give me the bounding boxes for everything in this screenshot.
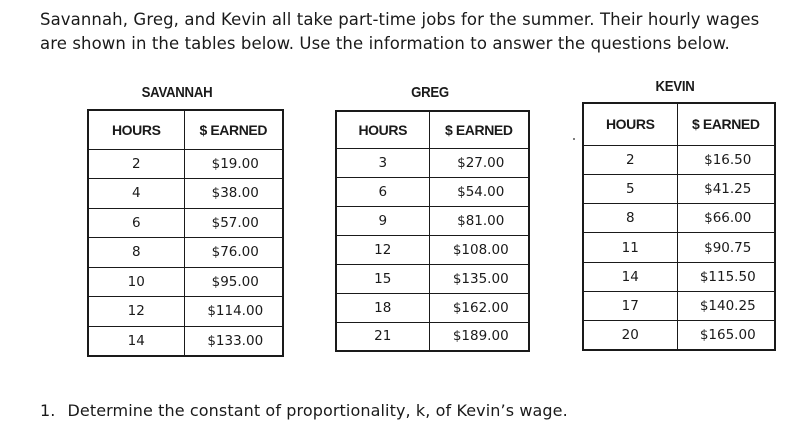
hours-cell: 14 bbox=[88, 326, 184, 356]
hours-cell: 3 bbox=[336, 148, 429, 177]
hours-cell: 6 bbox=[336, 177, 429, 206]
kevin-hours-header: HOURS bbox=[583, 103, 677, 145]
earned-cell: $165.00 bbox=[677, 321, 775, 350]
table-row bbox=[583, 262, 775, 291]
table-row bbox=[336, 293, 529, 322]
kevin-title: KEVIN bbox=[655, 78, 695, 95]
greg-header-row bbox=[336, 111, 529, 148]
hours-cell: 6 bbox=[88, 208, 184, 238]
table-row bbox=[583, 321, 775, 350]
earned-cell: $114.00 bbox=[184, 297, 283, 327]
intro-line-2: are shown in the tables below. Use the information to answer the questions below. bbox=[40, 34, 730, 53]
question-text: Determine the constant of proportionality, k, of Kevin’s wage. bbox=[67, 401, 568, 420]
stray-mark bbox=[573, 138, 575, 140]
table-row bbox=[88, 297, 283, 327]
table-row bbox=[583, 204, 775, 233]
hours-cell: 2 bbox=[583, 145, 677, 174]
earned-cell: $66.00 bbox=[677, 204, 775, 233]
savannah-earned-header: $ EARNED bbox=[184, 110, 283, 149]
earned-cell: $140.25 bbox=[677, 291, 775, 320]
hours-cell: 9 bbox=[336, 206, 429, 235]
savannah-table bbox=[87, 109, 284, 357]
question-1 bbox=[40, 401, 568, 420]
intro-text bbox=[40, 8, 800, 56]
savannah-header-row bbox=[88, 110, 283, 149]
earned-cell: $90.75 bbox=[677, 233, 775, 262]
hours-cell: 12 bbox=[336, 235, 429, 264]
table-row bbox=[336, 322, 529, 351]
kevin-earned-header: $ EARNED bbox=[677, 103, 775, 145]
kevin-table bbox=[582, 102, 776, 351]
table-row bbox=[88, 149, 283, 179]
earned-cell: $81.00 bbox=[429, 206, 529, 235]
hours-cell: 14 bbox=[583, 262, 677, 291]
earned-cell: $189.00 bbox=[429, 322, 529, 351]
hours-cell: 18 bbox=[336, 293, 429, 322]
hours-cell: 5 bbox=[583, 174, 677, 203]
savannah-hours-header: HOURS bbox=[88, 110, 184, 149]
earned-cell: $41.25 bbox=[677, 174, 775, 203]
earned-cell: $95.00 bbox=[184, 267, 283, 297]
hours-cell: 15 bbox=[336, 264, 429, 293]
earned-cell: $27.00 bbox=[429, 148, 529, 177]
greg-title: GREG bbox=[411, 84, 449, 101]
earned-cell: $54.00 bbox=[429, 177, 529, 206]
earned-cell: $57.00 bbox=[184, 208, 283, 238]
table-row bbox=[583, 233, 775, 262]
hours-cell: 4 bbox=[88, 179, 184, 209]
table-row bbox=[336, 264, 529, 293]
earned-cell: $38.00 bbox=[184, 179, 283, 209]
hours-cell: 21 bbox=[336, 322, 429, 351]
table-row bbox=[88, 238, 283, 268]
greg-table bbox=[335, 110, 530, 352]
earned-cell: $16.50 bbox=[677, 145, 775, 174]
hours-cell: 11 bbox=[583, 233, 677, 262]
earned-cell: $135.00 bbox=[429, 264, 529, 293]
earned-cell: $108.00 bbox=[429, 235, 529, 264]
earned-cell: $162.00 bbox=[429, 293, 529, 322]
table-row bbox=[336, 177, 529, 206]
intro-line-1: Savannah, Greg, and Kevin all take part-time jobs for the summer. Their hourly wages bbox=[40, 10, 760, 29]
earned-cell: $76.00 bbox=[184, 238, 283, 268]
table-row bbox=[88, 326, 283, 356]
hours-cell: 8 bbox=[583, 204, 677, 233]
earned-cell: $115.50 bbox=[677, 262, 775, 291]
kevin-header-row bbox=[583, 103, 775, 145]
question-number: 1. bbox=[40, 401, 56, 420]
hours-cell: 17 bbox=[583, 291, 677, 320]
savannah-title: SAVANNAH bbox=[141, 84, 213, 101]
hours-cell: 8 bbox=[88, 238, 184, 268]
greg-earned-header: $ EARNED bbox=[429, 111, 529, 148]
table-row bbox=[88, 208, 283, 238]
table-row bbox=[336, 206, 529, 235]
hours-cell: 2 bbox=[88, 149, 184, 179]
earned-cell: $133.00 bbox=[184, 326, 283, 356]
greg-hours-header: HOURS bbox=[336, 111, 429, 148]
table-row bbox=[583, 291, 775, 320]
table-row bbox=[583, 174, 775, 203]
table-row bbox=[583, 145, 775, 174]
hours-cell: 12 bbox=[88, 297, 184, 327]
hours-cell: 20 bbox=[583, 321, 677, 350]
table-row bbox=[88, 267, 283, 297]
earned-cell: $19.00 bbox=[184, 149, 283, 179]
table-row bbox=[88, 179, 283, 209]
table-row bbox=[336, 235, 529, 264]
table-row bbox=[336, 148, 529, 177]
hours-cell: 10 bbox=[88, 267, 184, 297]
